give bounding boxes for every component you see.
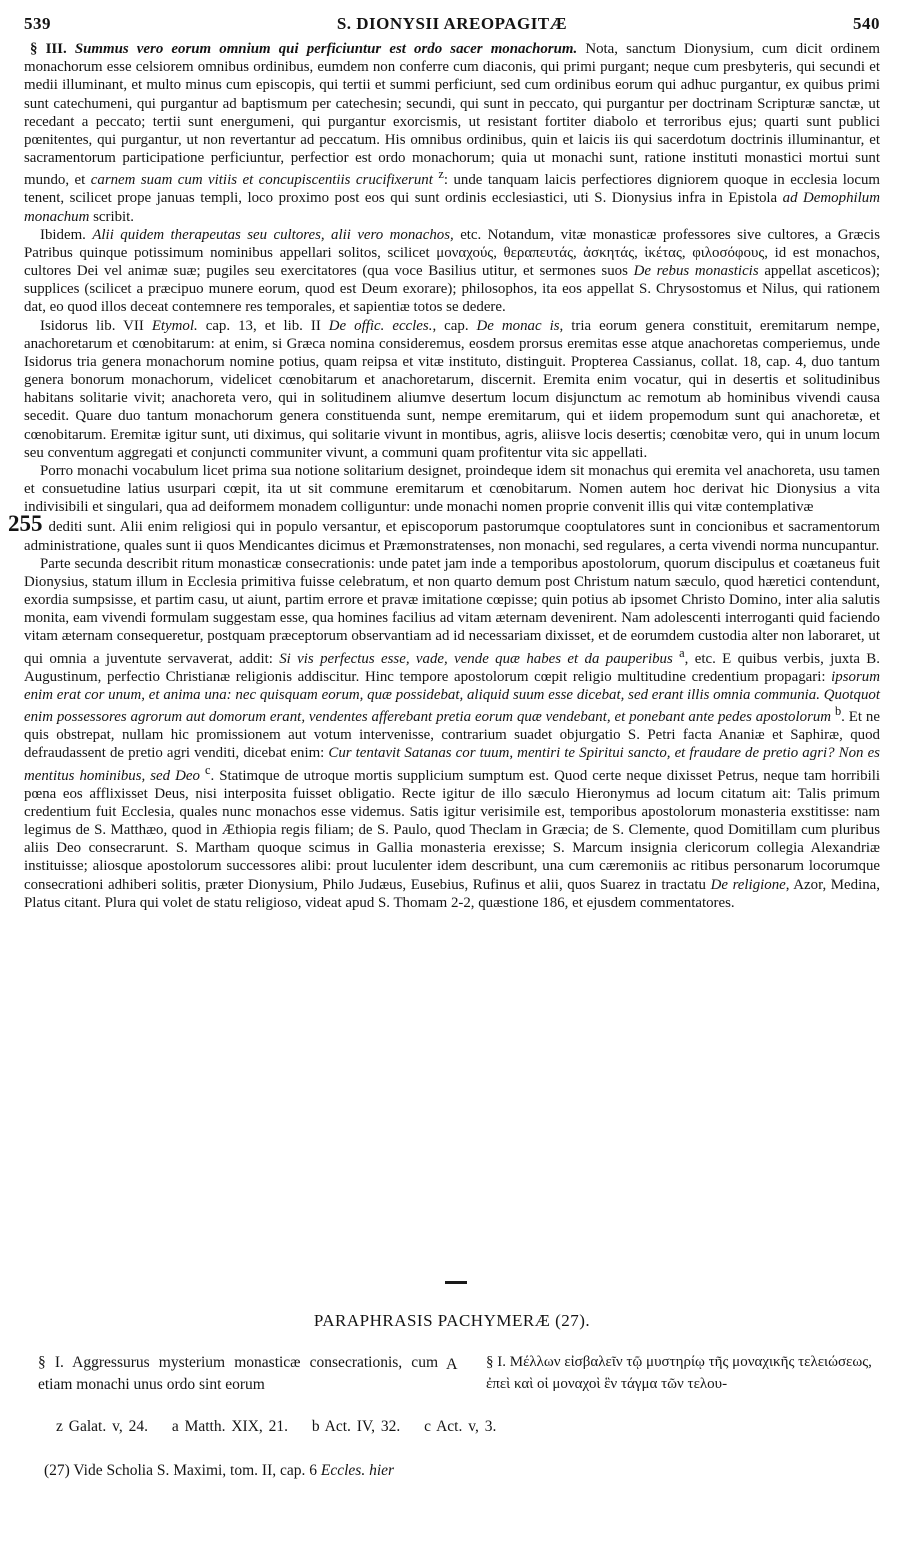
footnote-ref: a <box>679 645 685 660</box>
footnote-c: c Act. v, 3. <box>424 1418 497 1435</box>
section-mark: § III. <box>30 41 67 57</box>
footnote-a: a Matth. XIX, 21. <box>171 1418 289 1435</box>
paraphrase-greek-column <box>486 1352 886 1396</box>
page-number-right: 540 <box>853 14 880 33</box>
paragraph-ibidem: Ibidem. Alii quidem therapeutas seu cultores, alii vero monachos, etc. Notandum, vitæ monasticæ professores sive cultores, a Græcis Patribus quinque potissimum nominibus appellari solitos, scilicet μοναχούς, θεραπευτάς, ἀσκητάς, ἱκέτας, φιλοσόφους, id est monachos, cultores Dei vel animæ suæ; pugiles seu exercitatores (qua voce Basilius utitur, et sermones suos De rebus monasticis appellat asceticos); supplices (scilicet a præcipuo munere eorum, quod est Deum exorare); philosophos, ita eos appellat S. Chrysostomus et Nilus, qui rationem dat, eo quod illos deceat contemnere res temporales, et sapientiæ totos se dedere. <box>24 226 880 316</box>
paragraph-section-3: § III. Summus vero eorum omnium qui perficiuntur est ordo sacer monachorum. Nota, sanctum Dionysium, cum dicit ordinem monachorum esse celsiorem omnibus ordinibus, eumdem non conferre cum diaconis, qui primi purgant; neque cum presbyteris, qui secundi et medii illuminant, et multo minus cum episcopis, qui tertii et summi perficiunt, sed cum ordinibus eorum qui adhuc purgantur, ex quibus primi sunt catechumeni, qui purgantur ad baptismum per catechesin; secundi, qui sunt in peccato, qui purgantur per doctrinam Scripturæ sanctæ, ut recedant a peccato; tertii sunt energumeni, qui purgantur exorcismis, ut resistant fortiter diabolo et terroribus ejus; quarti sunt publici pœnitentes, qui purgantur, ut non revertantur ad peccatum. His omnibus ordinibus, quin et laicis iis qui sacerdotum doctrinis illuminantur, et sacramentorum participatione perficiuntur, perfectior est ordo monachorum; quia ut monachi sunt, ratione instituti monastici mortui sunt mundo, et carnem suam cum vitiis et concupiscentiis crucifixerunt $^z$: unde tanquam laicis perfectiores digniorem quoque in ecclesia locum tenent, scilicet prope januas templi, loco proximo post eos qui sunt ordinis ecclesiastici, uti S. Dionysius infra in Epistola ad Demophilum monachum scribit. <box>24 41 880 225</box>
paragraph-isidorus: Isidorus lib. VII Etymol. cap. 13, et lib. II De offic. eccles., cap. De monac is, tria eorum genera constituit, eremitarum nempe, anachoretarum et cœnobitarum: at enim, si Græca nomina consideremus, eosdem prorsus eremitas esse atque anachoretas comperiemus, unde Isidorus tria genera monachorum nomine potius, quam reipsa et vitæ instituto, distinguit. Propterea Cassianus, collat. 18, cap. 4, duo tantum genera bonorum monachorum, videlicet cœnobitarum et anachoretarum, discernit. Eremita enim vocatur, qui in desertis et solitudinibus habitans solitarie vivit; anachoreta vero, qui in solitudinem aliumve desertum locum disjunctum ac remotum ab hominibus vivendi causa secedit. Quare duo tantum monachorum genera constituenda sunt, nempe eremitarum, qui et iidem propemodum sunt qui anachoretæ, et cœnobitarum. Eremitæ igitur sunt, uti diximus, qui solitarie vivunt in montibus, agris, aliisve locis desertis; cœnobitæ vero, qui in unum locum seu conventum aggregati et conjuncti communiter vivunt, a communi quam profitentur vita sic appellati. <box>24 317 880 461</box>
footnote-z: z Galat. v, 24. <box>56 1418 148 1435</box>
scripture-footnotes <box>56 1418 876 1436</box>
paraphrase-latin-text: § I. Aggressurus mysterium monasticæ consecrationis, cum etiam monachi unus ordo sint eorum <box>38 1354 438 1394</box>
section-separator <box>445 1281 467 1284</box>
footnote-ref: z <box>438 167 444 182</box>
margin-column-number: 255 <box>8 511 43 537</box>
column-marker: A <box>446 1356 458 1373</box>
footnote-ref: c <box>204 762 211 777</box>
paraphrase-latin-column <box>38 1352 438 1397</box>
lemma: Summus vero eorum omnium qui perficiuntur est ordo sacer monachorum. <box>74 41 578 57</box>
footnote-b: b Act. IV, 32. <box>311 1418 401 1435</box>
editorial-note: (27) Vide Scholia S. Maximi, tom. II, cap. 6 Eccles. hier <box>44 1462 395 1479</box>
page-number-left: 539 <box>24 14 51 33</box>
footnote-ref: b <box>834 704 842 719</box>
paragraph-parte-secunda: Parte secunda describit ritum monasticæ consecrationis: unde patet jam inde a temporibus apostolorum, quorum discipulus et coætaneus fuit Dionysius, statum illum in Ecclesia primitiva fuisse celebratum, et non quarto demum post Christum natum sæculo, quod hæretici contendunt, exordia sumpsisse, et partim casu, ut aiunt, partim errore et pravæ imitatione cœpisse; quin potius ab ipsomet Christo Domino, inter alia salutis monita, eam vivendi formulam suggestam esse, qua homines facilius ad vitam æternam devenirent. Nam adolescenti interroganti quid faciendo vitam æternam consequeretur, postquam præceptorum observantiam ad id necessariam dixisset, et de eorumdem custodia alter non laboraret, ut qui omnia a juventute servaverat, addit: Si vis perfectus esse, vade, vende quæ habes et da pauperibus $^a$, etc. E quibus verbis, juxta B. Augustinum, perfectio Christianæ religionis addiscitur. Hinc tempore apostolorum cœpit religio multitudine credentium propagari: ipsorum enim erat cor unum, et anima una: nec quisquam eorum, quæ possidebat, aliquid suum esse dicebat, sed erant illis omnia communia. Quotquot enim possessores agrorum aut domorum erant, vendentes afferebant pretia eorum quæ vendebant, et ponebant ante pedes apostolorum $^b$. Et ne quis obstrepat, nullam hic promissionem aut votum intervenisse, contrarium suadet objurgatio S. Petri facta Ananiæ et Saphiræ, quod defraudassent de pretio agri venditi, dicebat enim: Cur tentavit Satanas cor tuum, mentiri te Spiritui sancto, et fraudare de pretio agri? Non es mentitus hominibus, sed Deo $^c$. Statimque de utroque mortis supplicium sumptum est. Quod certe neque dixisset Petrus, neque tam horribili pœna eos afflixisset Deus, nisi interposita fuisset obligatio. Recte igitur de illo sæculo Hieronymus ad locum citatum ait: Talis primum credentium fuit Ecclesia, quales nunc monachos esse videmus. Satis igitur verisimile est, temporibus apostolorum monasteria exstitisse: nam legimus de S. Matthæo, quod in Æthiopia regis filiam; de S. Paulo, quod Theclam in Græcia; de S. Clemente, quod Domitillam cum pluribus aliis Deo consecrarunt. S. Martham quoque scimus in Gallia monasteria erexisse; S. Marcum insignia clericorum collegia Alexandriæ instituisse; aliosque apostolorum successores alibi: prout luculenter idem describunt, una cum cæremoniis ac ritibus personarum locorumque consecrationi adhiberi solitis, præter Dionysium, Philo Judæus, Eusebius, Rufinus et alii, quos Suarez in tractatu De religione, Azor, Medina, Platus citant. Plura qui volet de statu religioso, videat apud S. Thomam 2-2, quæstione 186, et ejusdem commentatores. <box>24 555 880 911</box>
running-title: S. DIONYSII AREOPAGITÆ <box>336 14 568 33</box>
commentary-body <box>8 40 880 912</box>
paraphrase-title: PARAPHRASIS PACHYMERÆ (27). <box>313 1311 591 1330</box>
paragraph-porro: Porro monachi vocabulum licet prima sua notione solitarium designet, proindeque idem sit monachus qui eremita vel anachoreta, usu tamen et consuetudine latius usurpari cœpit, ita ut sit commune eremitarum et cœnobitarum. Nomen autem hoc derivat hic Dionysius a vita indivisibili et singulari, qua ad deiformem monadem colliguntur: unde monachi nomen proprie convenit illis qui vitæ contemplativæ 255 dediti sunt. Alii enim religiosi qui in populo versantur, et episcoporum pastorumque cooptulatores sunt in concionibus et sacramentorum administratione, quales sunt ii quos Mendicantes dicimus et Præmonstratenses, non monachi, sed regulares, a certa vivendi norma nuncupantur. <box>8 462 880 554</box>
paraphrase-greek-text: § I. Μέλλων εἰσβαλεῖν τῷ μυστηρίῳ τῆς μοναχικῆς τελειώσεως, ἐπεὶ καὶ οἱ μοναχοὶ ἓν τάγμα τῶν τελου- <box>486 1354 872 1392</box>
running-head <box>24 14 880 40</box>
